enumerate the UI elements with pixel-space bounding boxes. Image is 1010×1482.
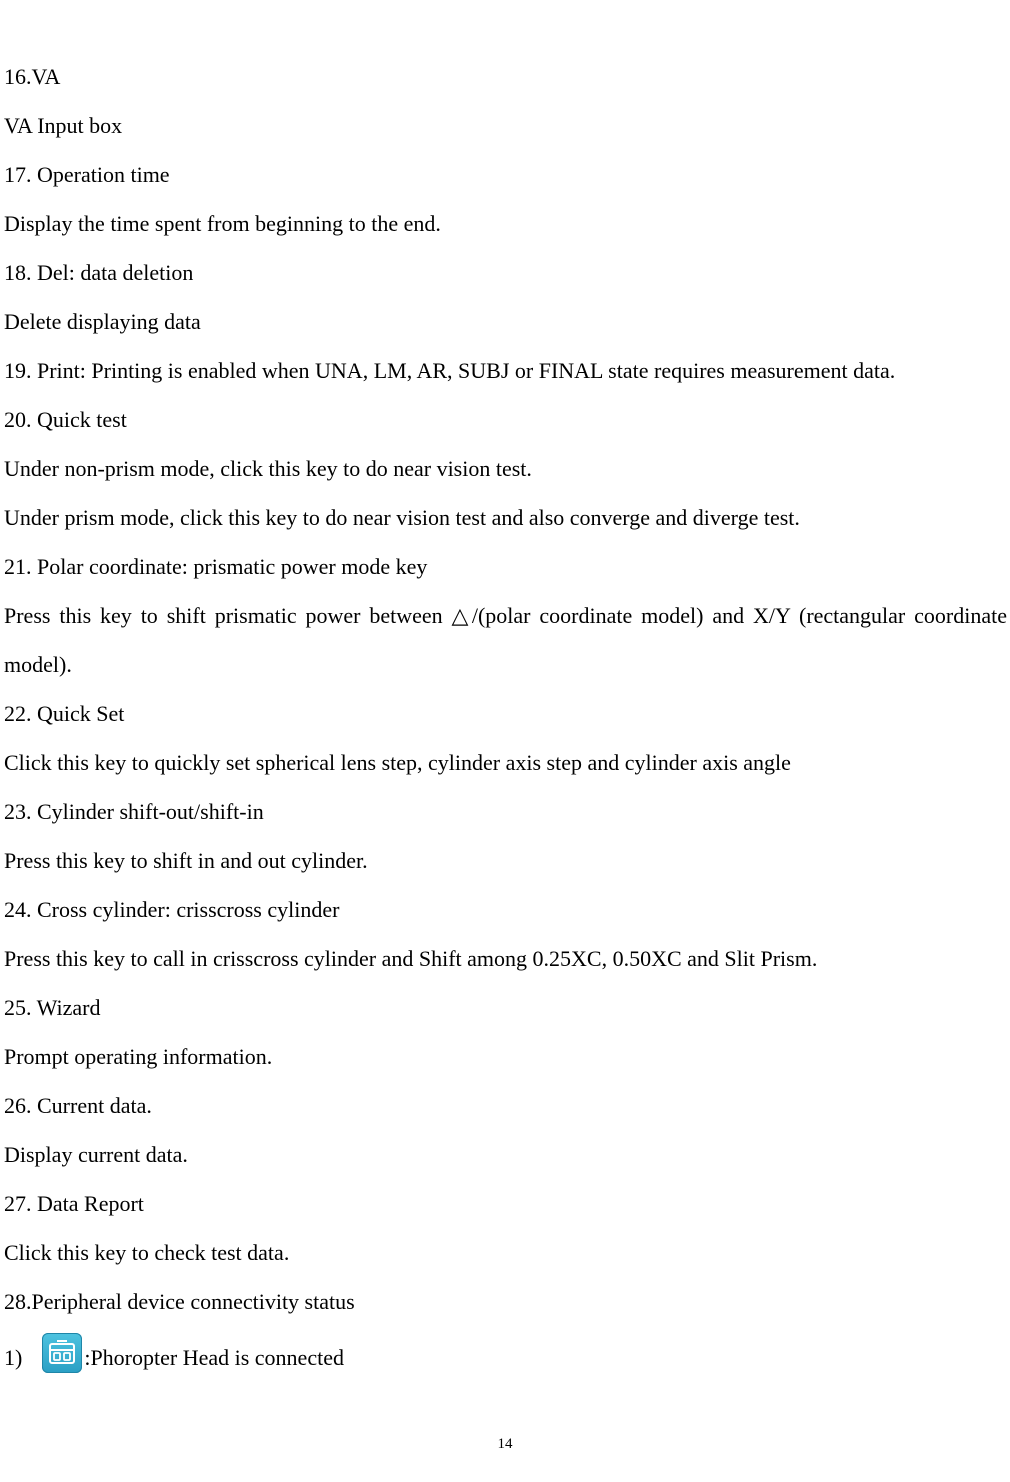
desc-16: VA Input box xyxy=(4,113,123,138)
desc-23: Press this key to shift in and out cylinder. xyxy=(4,848,368,873)
desc-17: Display the time spent from beginning to the end. xyxy=(4,211,441,236)
heading-23: 23. Cylinder shift-out/shift-in xyxy=(4,799,264,824)
heading-26: 26. Current data. xyxy=(4,1093,152,1118)
heading-18: 18. Del: data deletion xyxy=(4,260,194,285)
heading-17: 17. Operation time xyxy=(4,162,170,187)
desc-20-a: Under non-prism mode, click this key to do near vision test. xyxy=(4,456,532,481)
desc-27: Click this key to check test data. xyxy=(4,1240,290,1265)
para-19: 19. Print: Printing is enabled when UNA, LM, AR, SUBJ or FINAL state requires measurement data. xyxy=(4,358,896,383)
desc-22: Click this key to quickly set spherical lens step, cylinder axis step and cylinder axis angle xyxy=(4,750,791,775)
heading-16: 16.VA xyxy=(4,64,61,89)
status-item-number: 1) xyxy=(4,1344,23,1370)
status-item-phoropter xyxy=(4,1326,1007,1388)
page-number: 14 xyxy=(497,1436,513,1452)
document-body xyxy=(4,52,1007,1388)
heading-24: 24. Cross cylinder: crisscross cylinder xyxy=(4,897,340,922)
desc-20-b: Under prism mode, click this key to do near vision test and also converge and diverge test. xyxy=(4,505,800,530)
desc-25: Prompt operating information. xyxy=(4,1044,273,1069)
heading-27: 27. Data Report xyxy=(4,1191,144,1216)
para-21: Press this key to shift prismatic power between △/(polar coordinate model) and X/Y (rectangular coordinate model). xyxy=(4,603,1007,677)
heading-28: 28.Peripheral device connectivity status xyxy=(4,1289,355,1314)
desc-18: Delete displaying data xyxy=(4,309,201,334)
phoropter-head-icon xyxy=(42,1333,82,1373)
desc-24: Press this key to call in crisscross cylinder and Shift among 0.25XC, 0.50XC and Slit Prism. xyxy=(4,946,818,971)
heading-22: 22. Quick Set xyxy=(4,701,125,726)
heading-21: 21. Polar coordinate: prismatic power mode key xyxy=(4,554,428,579)
heading-25: 25. Wizard xyxy=(4,995,101,1020)
desc-26: Display current data. xyxy=(4,1142,188,1167)
status-item-text: :Phoropter Head is connected xyxy=(84,1344,344,1370)
heading-20: 20. Quick test xyxy=(4,407,127,432)
